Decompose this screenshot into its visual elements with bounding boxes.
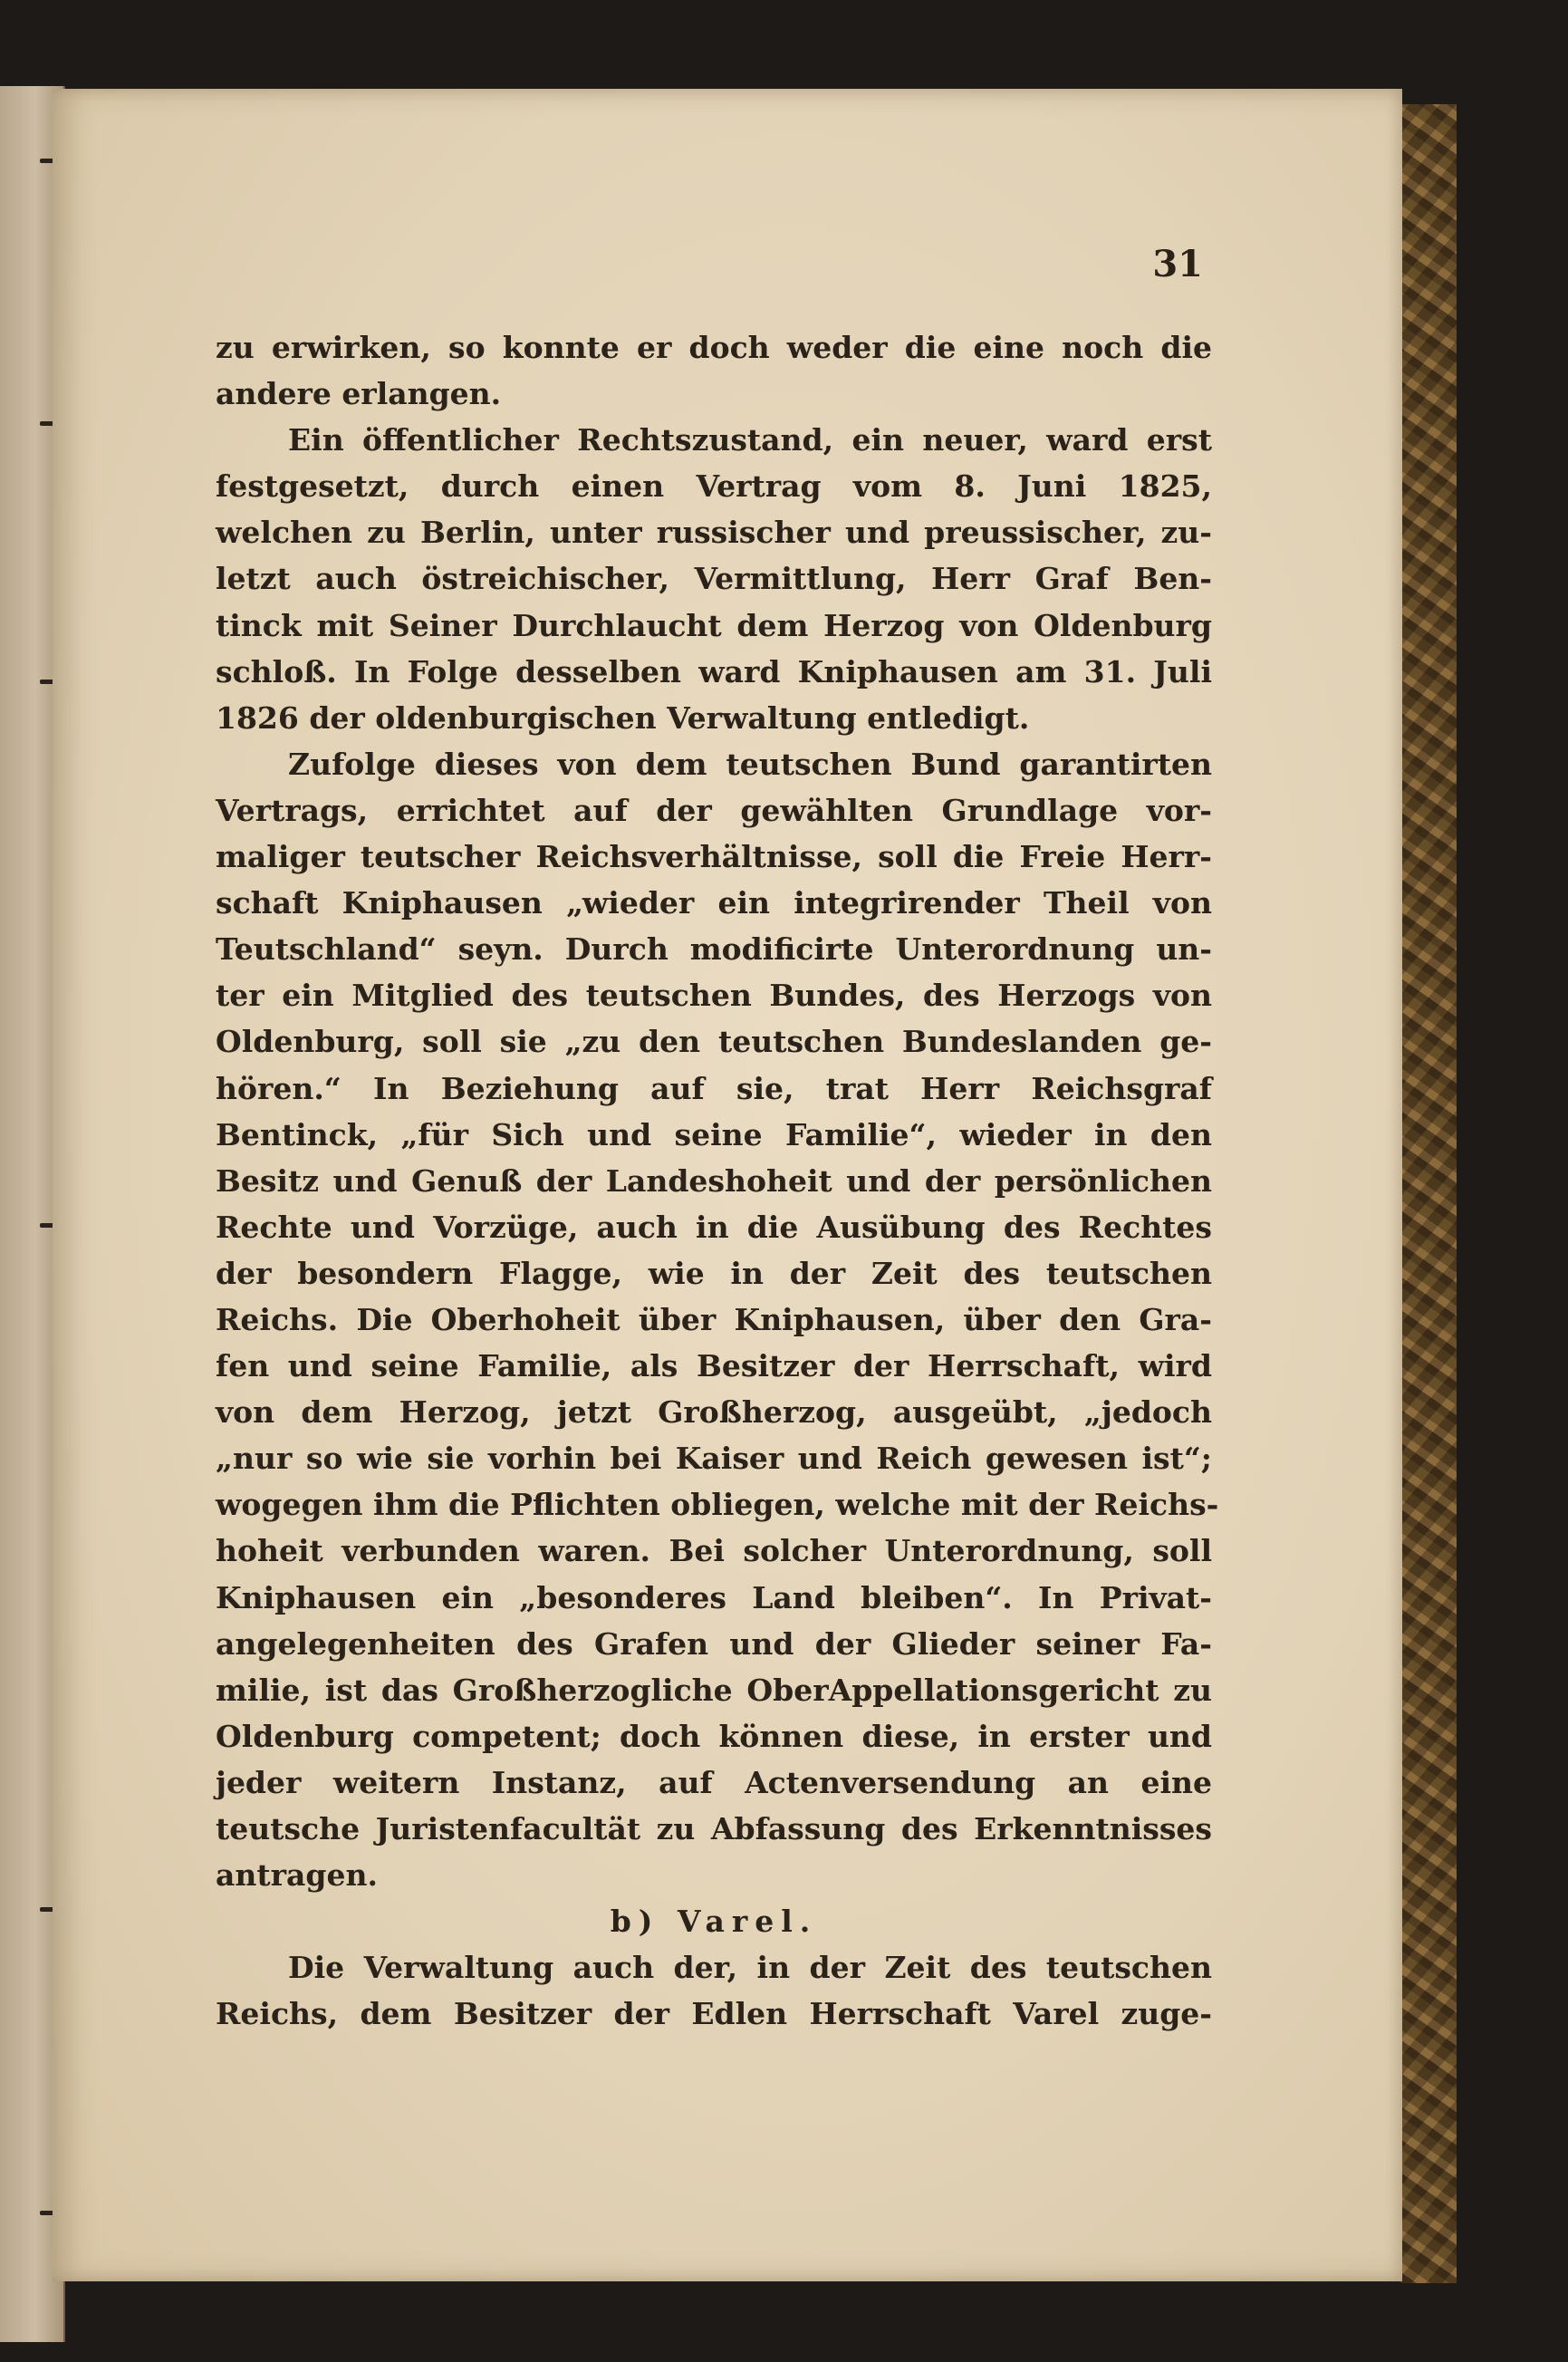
text-line: Bentinck, „für Sich und seine Familie“, wieder in den: [216, 1116, 1212, 1152]
text-line: Kniphausen ein „besonderes Land bleiben“. In Privat-: [216, 1579, 1212, 1615]
text-line: hoheit verbunden waren. Bei solcher Unterordnung, soll: [216, 1533, 1212, 1569]
text-line: ter ein Mitglied des teutschen Bundes, des Herzogs von: [216, 978, 1212, 1014]
text-line: Teutschland“ seyn. Durch modificirte Unterordnung un-: [216, 931, 1212, 968]
text-line: festgesetzt, durch einen Vertrag vom 8. Juni 1825,: [216, 468, 1212, 505]
text-line: angelegenheiten des Grafen und der Glieder seiner Fa-: [216, 1625, 1212, 1662]
text-line: antragen.: [216, 1857, 378, 1894]
text-line: Zufolge dieses von dem teutschen Bund garantirten: [288, 746, 1212, 782]
text-line: jeder weitern Instanz, auf Actenversendung an eine: [216, 1764, 1212, 1800]
text-line: andere erlangen.: [216, 376, 502, 412]
text-line: Reichs, dem Besitzer der Edlen Herrschaft Varel zuge-: [216, 1996, 1212, 2032]
text-line: Reichs. Die Oberhoheit über Kniphausen, über den Gra-: [216, 1301, 1212, 1337]
text-line: Besitz und Genuß der Landeshoheit und der persönlichen: [216, 1162, 1212, 1199]
text-line: milie, ist das Großherzogliche OberAppellationsgericht zu: [216, 1672, 1212, 1708]
text-line: Die Verwaltung auch der, in der Zeit des teutschen: [288, 1950, 1212, 1986]
marbled-cover-board: [1400, 104, 1457, 2283]
text-line: fen und seine Familie, als Besitzer der Herrschaft, wird: [216, 1348, 1212, 1384]
text-line: wogegen ihm die Pflichten obliegen, welche mit der Reichs-: [216, 1487, 1219, 1523]
page-number: 31: [1152, 243, 1203, 285]
page-body: [216, 324, 1219, 2037]
text-line: schaft Kniphausen „wieder ein integrirender Theil von: [216, 885, 1212, 921]
text-line: 1826 der oldenburgischen Verwaltung entledigt.: [216, 699, 1030, 736]
text-line: tinck mit Seiner Durchlaucht dem Herzog von Oldenburg: [216, 607, 1212, 643]
text-line: Oldenburg competent; doch können diese, in erster und: [216, 1718, 1212, 1754]
text-line: Vertrags, errichtet auf der gewählten Grundlage vor-: [216, 792, 1212, 828]
text-line: Ein öffentlicher Rechtszustand, ein neuer, ward erst: [288, 422, 1212, 458]
text-line: Oldenburg, soll sie „zu den teutschen Bundeslanden ge-: [216, 1024, 1212, 1060]
book-page: [53, 89, 1402, 2281]
text-line: der besondern Flagge, wie in der Zeit des teutschen: [216, 1255, 1212, 1291]
text-line: „nur so wie sie vorhin bei Kaiser und Reich gewesen ist“;: [216, 1441, 1212, 1477]
text-line: hören.“ In Beziehung auf sie, trat Herr Reichsgraf: [216, 1070, 1212, 1106]
text-line: maliger teutscher Reichsverhältnisse, soll die Freie Herr-: [216, 839, 1212, 875]
text-line: letzt auch östreichischer, Vermittlung, Herr Graf Ben-: [216, 561, 1212, 597]
text-line: zu erwirken, so konnte er doch weder die eine noch die: [216, 330, 1212, 365]
text-line: teutsche Juristenfacultät zu Abfassung des Erkenntnisses: [216, 1811, 1212, 1846]
text-line: von dem Herzog, jetzt Großherzog, ausgeübt, „jedoch: [216, 1394, 1212, 1431]
text-line: welchen zu Berlin, unter russischer und preussischer, zu-: [216, 515, 1212, 551]
section-heading: b) Varel.: [610, 1904, 818, 1940]
text-line: Rechte und Vorzüge, auch in die Ausübung des Rechtes: [216, 1209, 1212, 1245]
text-line: schloß. In Folge desselben ward Kniphausen am 31. Juli: [216, 653, 1212, 689]
